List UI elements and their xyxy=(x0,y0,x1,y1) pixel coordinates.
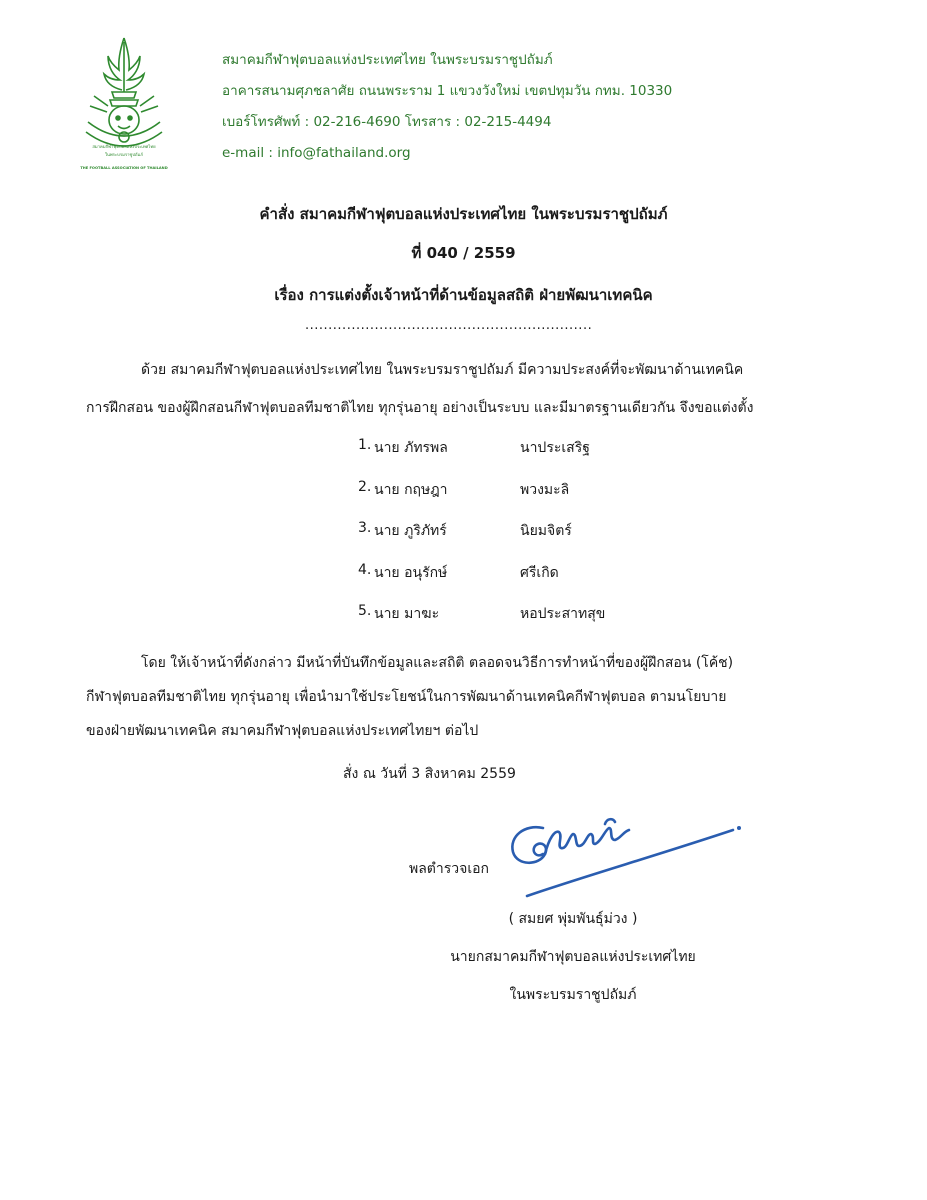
fat-crest-logo-icon xyxy=(74,36,174,172)
item-last-name: นิยมจิตร์ xyxy=(520,523,572,539)
separator-line: .............................................................. xyxy=(305,318,593,333)
list-item xyxy=(358,603,605,645)
signatory-position-2: ในพระบรมราชูปถัมภ์ xyxy=(509,987,637,1003)
list-item xyxy=(358,479,605,521)
order-number: ที่ 040 / 2559 xyxy=(411,244,516,262)
order-date: สั่ง ณ วันที่ 3 สิงหาคม 2559 xyxy=(343,766,516,782)
item-number: 4. xyxy=(358,561,372,578)
item-number: 1. xyxy=(358,437,372,453)
letterhead-info xyxy=(222,50,672,174)
item-number: 2. xyxy=(358,478,372,495)
handwritten-signature-icon xyxy=(505,810,750,910)
item-last-name: ศรีเกิด xyxy=(520,564,559,581)
signatory-position-1: นายกสมาคมกีฬาฟุตบอลแห่งประเทศไทย xyxy=(450,949,696,965)
org-name: สมาคมกีฬาฟุตบอลแห่งประเทศไทย ในพระบรมราชูปถัมภ์ xyxy=(222,52,553,68)
list-item xyxy=(358,562,605,604)
intro-line-2: การฝึกสอน ของผู้ฝึกสอนกีฬาฟุตบอลทีมชาติไทย ทุกรุ่นอายุ อย่างเป็นระบบ และมีมาตรฐานเดียวกัน จึงขอแต่งตั้ง xyxy=(86,400,754,416)
item-first-name: นาย ภูริภัทร์ xyxy=(374,523,447,539)
list-item xyxy=(358,520,605,562)
duty-line-3: ของฝ่ายพัฒนาเทคนิค สมาคมกีฬาฟุตบอลแห่งประเทศไทยฯ ต่อไป xyxy=(86,723,479,739)
list-item xyxy=(358,437,605,479)
org-email: e-mail : info@fathailand.org xyxy=(222,145,411,161)
org-address: อาคารสนามศุภชลาศัย ถนนพระราม 1 แขวงวังใหม่ เขตปทุมวัน กทม. 10330 xyxy=(222,83,673,99)
svg-text:THE FOOTBALL ASSOCIATION OF TH: THE FOOTBALL ASSOCIATION OF THAILAND xyxy=(80,166,168,170)
item-last-name: นาประเสริฐ xyxy=(520,440,590,456)
appointee-list xyxy=(358,437,605,645)
order-title: คำสั่ง สมาคมกีฬาฟุตบอลแห่งประเทศไทย ในพระบรมราชูปถัมภ์ xyxy=(259,205,668,223)
item-last-name: พวงมะลิ xyxy=(520,481,570,498)
item-first-name: นาย อนุรักษ์ xyxy=(374,564,448,581)
item-last-name: หอประสาทสุข xyxy=(520,606,606,622)
signatory-rank: พลตำรวจเอก xyxy=(409,861,490,877)
svg-text:สมาคมกีฬาฟุตบอลแห่งประเทศไทย: สมาคมกีฬาฟุตบอลแห่งประเทศไทย xyxy=(92,144,156,149)
item-first-name: นาย มาฆะ xyxy=(374,606,440,622)
signatory-name: ( สมยศ พุ่มพันธุ์ม่วง ) xyxy=(508,911,638,927)
duty-line-1: โดย ให้เจ้าหน้าที่ดังกล่าว มีหน้าที่บันทึกข้อมูลและสถิติ ตลอดจนวิธีการทำหน้าที่ของผู้ฝึกสอน (โค้ช) xyxy=(141,655,734,671)
item-first-name: นาย กฤษฎา xyxy=(374,481,448,498)
org-phone: เบอร์โทรศัพท์ : 02-216-4690 โทรสาร : 02-215-4494 xyxy=(222,114,552,130)
intro-line-1: ด้วย สมาคมกีฬาฟุตบอลแห่งประเทศไทย ในพระบรมราชูปถัมภ์ มีความประสงค์ที่จะพัฒนาด้านเทคนิค xyxy=(141,362,744,378)
item-number: 3. xyxy=(358,520,372,536)
duty-line-2: กีฬาฟุตบอลทีมชาติไทย ทุกรุ่นอายุ เพื่อนำมาใช้ประโยชน์ในการพัฒนาด้านเทคนิคกีฬาฟุตบอล ตามนโยบาย xyxy=(86,689,727,705)
svg-text:ในพระบรมราชูปถัมภ์: ในพระบรมราชูปถัมภ์ xyxy=(105,152,143,157)
item-first-name: นาย ภัทรพล xyxy=(374,440,448,456)
item-number: 5. xyxy=(358,603,372,619)
order-subject: เรื่อง การแต่งตั้งเจ้าหน้าที่ด้านข้อมูลสถิติ ฝ่ายพัฒนาเทคนิค xyxy=(274,286,653,304)
